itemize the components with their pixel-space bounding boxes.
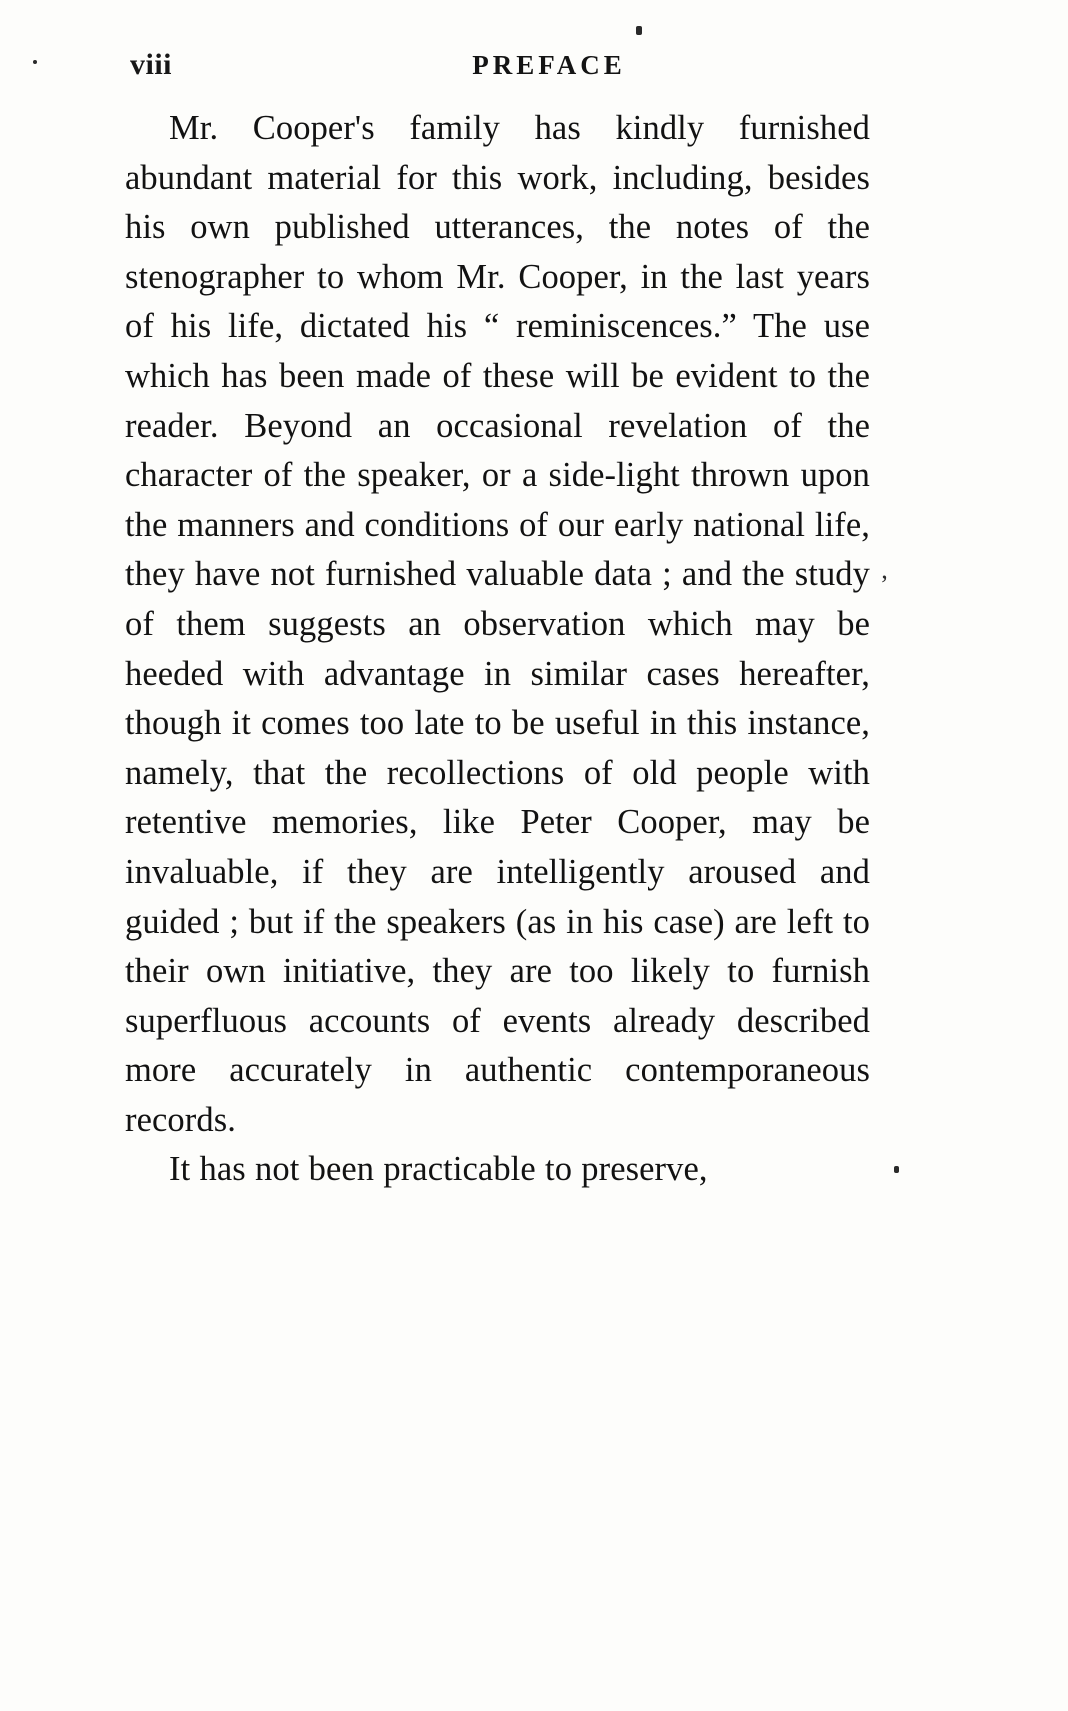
- page-title: PREFACE: [472, 50, 626, 80]
- page-speck: [636, 26, 642, 35]
- body-text-column: [125, 104, 870, 1195]
- paragraph: Mr. Cooper's family has kindly furnished abundant material for this work, including, besides his own published utterances, the notes of the stenographer to whom Mr. Cooper, in the last years of his life, dictated his “ reminiscences.” The use which has been made of these will be evident to the reader. Beyond an occasional revelation of the character of the speaker, or a side-light thrown upon the manners and conditions of our early national life, they have not furnished valuable data ; and the study of them suggests an observation which may be heeded with advantage in similar cases hereafter, though it comes too late to be useful in this instance, namely, that the recollections of old people with retentive memories, like Peter Cooper, may be invaluable, if they are intelligently aroused and guided ; but if the speakers (as in his case) are left to their own initiative, they are too likely to furnish superfluous accounts of events already described more accurately in authentic contemporaneous records.: [125, 109, 870, 1139]
- paragraph: It has not been practicable to preserve,: [169, 1150, 708, 1189]
- page-number: viii: [130, 48, 173, 81]
- running-head: [130, 48, 938, 88]
- page-speck: [894, 1166, 899, 1173]
- margin-mark: ’: [880, 570, 889, 599]
- page-speck: [33, 60, 37, 64]
